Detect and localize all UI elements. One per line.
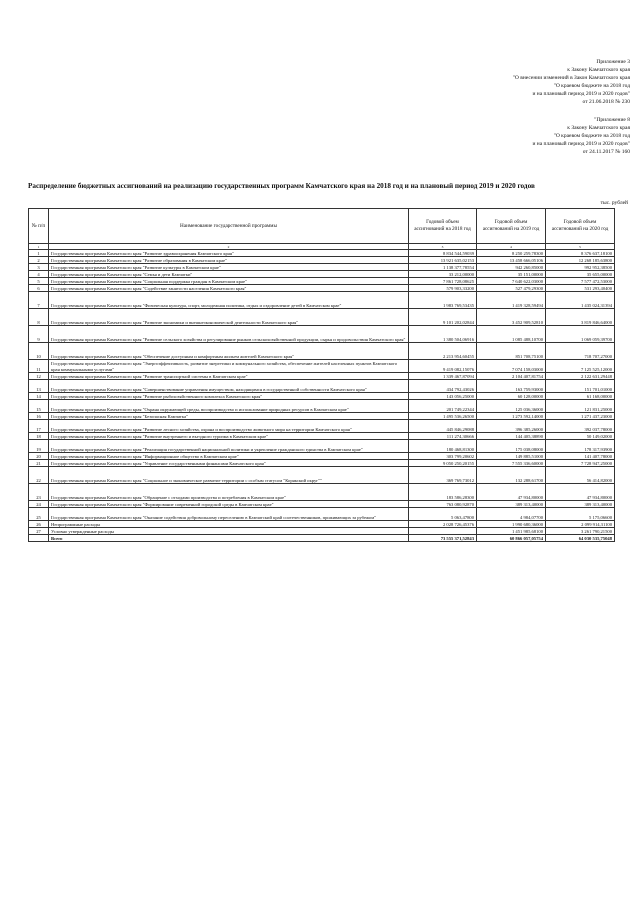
value-2018: 111 274,30666 — [409, 433, 477, 440]
row-number: 2 — [29, 257, 49, 264]
value-2020: 531 293,40400 — [546, 285, 615, 292]
value-2018: 9 419 082,15076 — [409, 360, 477, 373]
value-2018: 2 028 726,45376 — [409, 521, 477, 528]
program-name: Государственная программа Камчатского края "Семья и дети Камчатки" — [49, 271, 409, 278]
row-number: 5 — [29, 278, 49, 285]
program-name: Государственная программа Камчатского края "Охрана окружающей среды, воспроизводство и использование природных ресурсов в Камчатском крае" — [49, 400, 409, 413]
value-2020: 121 831,25000 — [546, 400, 615, 413]
table-row — [29, 373, 615, 380]
program-name: Государственная программа Камчатского края "Энергоэффективность, развитие энергетики и коммунального хозяйства, обеспечение жителей населенных пунктов Камчатского края коммунальными услугами" — [49, 360, 409, 373]
value-2018 — [409, 528, 477, 535]
program-name: Государственная программа Камчатского края "Развитие рыбохозяйственного комплекса Камчатского края" — [49, 393, 409, 400]
program-name: Государственная программа Камчатского края "Оказание содействия добровольному переселению в Камчатский край соотечественников, проживающих за рубежом" — [49, 508, 409, 521]
row-number: 22 — [29, 467, 49, 484]
table-row — [29, 285, 615, 292]
table-row — [29, 393, 615, 400]
value-2018: 1 138 377,78554 — [409, 264, 477, 271]
value-2020: 389 313,40000 — [546, 501, 615, 508]
value-2020: 7 125 525,12000 — [546, 360, 615, 373]
value-2018: 1 495 536,26500 — [409, 413, 477, 420]
value-2019: 4 984,07700 — [477, 508, 546, 521]
program-name: Государственная программа Камчатского края "Развитие культуры в Камчатском крае" — [49, 264, 409, 271]
value-2020: 56 414,82000 — [546, 467, 615, 484]
program-name: Государственная программа Камчатского края "Развитие внутреннего и въездного туризма в Камчатском крае" — [49, 433, 409, 440]
value-2018: 183 586,28300 — [409, 484, 477, 501]
program-name: Государственная программа Камчатского края "Управление государственными финансами Камчатского края" — [49, 460, 409, 467]
value-2019: 7 640 622,03000 — [477, 278, 546, 285]
row-number: 4 — [29, 271, 49, 278]
col-header-2019: Годовой объем ассигнований на 2019 год — [477, 209, 546, 244]
row-number: 26 — [29, 521, 49, 528]
table-row — [29, 292, 615, 309]
total-num-cell — [29, 535, 49, 542]
value-2018: 434 792,43026 — [409, 380, 477, 393]
program-name: Государственная программа Камчатского края "Обеспечение доступным и комфортным жильем жителей Камчатского края" — [49, 343, 409, 360]
value-2020: 8 376 637,18100 — [546, 250, 615, 257]
value-2018: 579 903,33200 — [409, 285, 477, 292]
table-row — [29, 440, 615, 453]
value-2020: 1 435 024,31394 — [546, 292, 615, 309]
program-name: Государственная программа Камчатского края "Социальная поддержка граждан в Камчатском крае" — [49, 278, 409, 285]
row-number: 8 — [29, 309, 49, 326]
row-number: 11 — [29, 360, 49, 373]
appendix-8-line: от 24.11.2017 № 160 — [582, 149, 630, 155]
value-2019: 1 273 592,14000 — [477, 413, 546, 420]
table-row — [29, 484, 615, 501]
value-2020: 35 655,00000 — [546, 271, 615, 278]
value-2018: 1 380 504,06916 — [409, 326, 477, 343]
value-2019: 2 104 407,81754 — [477, 373, 546, 380]
program-name: Государственная программа Камчатского края "Реализация государственной национальной политики и укрепление гражданского единства в Камчатском крае" — [49, 440, 409, 453]
row-number: 10 — [29, 343, 49, 360]
units-label: тыс. рублей — [600, 200, 628, 206]
value-2019: 942 260,85000 — [477, 264, 546, 271]
program-name: Государственная программа Камчатского края "Формирование современной городской среды в Камчатском крае" — [49, 501, 409, 508]
program-name: Государственная программа Камчатского края "Обращение с отходами производства и потребления в Камчатском крае" — [49, 484, 409, 501]
value-2020: 7 577 472,53000 — [546, 278, 615, 285]
column-number: 3 — [409, 244, 477, 250]
row-number: 14 — [29, 393, 49, 400]
program-name: Государственная программа Камчатского края "Информационное общество в Камчатском крае" — [49, 453, 409, 460]
value-2018: 33 212,00000 — [409, 271, 477, 278]
value-2019: 163 759,93000 — [477, 380, 546, 393]
value-2020: 50 149,02000 — [546, 433, 615, 440]
program-name: Условно утвержденные расходы — [49, 528, 409, 535]
table-body — [29, 250, 615, 535]
program-name: Государственная программа Камчатского края "Физическая культура, спорт, молодежная политика, отдых и оздоровление детей в Камчатском крае" — [49, 292, 409, 309]
program-name: Государственная программа Камчатского края "Развитие здравоохранения Камчатского края" — [49, 250, 409, 257]
value-2020: 992 952,38500 — [546, 264, 615, 271]
table-row — [29, 453, 615, 460]
table-header-row — [29, 209, 615, 244]
row-number: 15 — [29, 400, 49, 413]
program-name: Государственная программа Камчатского края "Развитие экономики и внешнеэкономической деятельности Камчатского края" — [49, 309, 409, 326]
value-2019: 47 934,80000 — [477, 484, 546, 501]
appendix-8-line: "О краевом бюджете на 2018 год — [553, 133, 630, 139]
table-row — [29, 360, 615, 373]
budget-table — [28, 208, 615, 542]
row-number: 13 — [29, 380, 49, 393]
table-row — [29, 501, 615, 508]
appendix-8-line: к Закону Камчатского края — [567, 125, 630, 131]
table-row — [29, 420, 615, 433]
value-2019: 7 555 336,60000 — [477, 460, 546, 467]
value-2020: 178 317,93900 — [546, 440, 615, 453]
row-number: 16 — [29, 413, 49, 420]
program-name: Непрограммные расходы — [49, 521, 409, 528]
appendix-3-line: "О внесении изменений в Закон Камчатского края — [512, 75, 630, 81]
appendix-8-line: и на плановый период 2019 и 2020 годов" — [532, 141, 630, 147]
table-row — [29, 343, 615, 360]
row-number: 6 — [29, 285, 49, 292]
value-2018: 143 056,25000 — [409, 393, 477, 400]
program-name: Государственная программа Камчатского края "Развитие транспортной системы в Камчатском крае" — [49, 373, 409, 380]
table-row — [29, 278, 615, 285]
row-number: 3 — [29, 264, 49, 271]
value-2020: 718 707,27000 — [546, 343, 615, 360]
program-name: Государственная программа Камчатского края "Безопасная Камчатка" — [49, 413, 409, 420]
table-row — [29, 528, 615, 535]
table-row — [29, 413, 615, 420]
value-2020: 151 701,01000 — [546, 380, 615, 393]
value-2020: 61 168,00000 — [546, 393, 615, 400]
value-2020: 392 037,78000 — [546, 420, 615, 433]
appendix-3-line: Приложение 3 — [596, 59, 630, 65]
value-2019: 851 708,75100 — [477, 343, 546, 360]
column-number: 5 — [546, 244, 615, 250]
column-number: 2 — [49, 244, 409, 250]
table-row — [29, 250, 615, 257]
col-header-name: Наименование государственной программы — [49, 209, 409, 244]
row-number: 17 — [29, 420, 49, 433]
value-2019: 13 458 666,05106 — [477, 257, 546, 264]
value-2019: 1 085 488,10700 — [477, 326, 546, 343]
value-2019: 3 452 909,52810 — [477, 309, 546, 326]
table-row — [29, 433, 615, 440]
table-row — [29, 508, 615, 521]
row-number: 19 — [29, 440, 49, 453]
value-2018: 2 213 954,60455 — [409, 343, 477, 360]
value-2020: 3 261 790,21500 — [546, 528, 615, 535]
value-2019: 144 405,38890 — [477, 433, 546, 440]
value-2019: 389 313,40000 — [477, 501, 546, 508]
value-2018: 180 468,81300 — [409, 440, 477, 453]
document-title: Распределение бюджетных ассигнований на реализацию государственных программ Камчатского края на 2018 год и на плановый период 2019 и 2020 годов — [28, 182, 535, 190]
row-number: 25 — [29, 508, 49, 521]
appendix-3-line: к Закону Камчатского края — [567, 67, 630, 73]
row-number: 9 — [29, 326, 49, 343]
value-2019: 175 038,08000 — [477, 440, 546, 453]
row-number: 27 — [29, 528, 49, 535]
appendix-3-line: "О краевом бюджете на 2018 год — [553, 83, 630, 89]
program-name: Государственная программа Камчатского края "Развитие образования в Камчатском крае" — [49, 257, 409, 264]
value-2020: 141 407,78000 — [546, 453, 615, 460]
value-2019: 149 885,51000 — [477, 453, 546, 460]
appendix-8-line: "Приложение 8 — [594, 117, 630, 123]
program-name: Государственная программа Камчатского края "Развитие сельского хозяйства и регулирование рынков сельскохозяйственной продукции, сырья и продовольствия Камчатского края" — [49, 326, 409, 343]
value-2020: 47 934,80000 — [546, 484, 615, 501]
value-2018: 5 063,47800 — [409, 508, 477, 521]
appendix-3-header — [370, 58, 630, 106]
total-row — [29, 535, 615, 542]
column-number: 4 — [477, 244, 546, 250]
value-2018: 1 983 769,53435 — [409, 292, 477, 309]
value-2020: 3 819 846,64000 — [546, 309, 615, 326]
value-2019: 125 036,36000 — [477, 400, 546, 413]
col-header-2020: Годовой объем ассигнований на 2020 год — [546, 209, 615, 244]
value-2018: 445 846,29088 — [409, 420, 477, 433]
row-number: 21 — [29, 460, 49, 467]
value-2019: 35 151,00000 — [477, 271, 546, 278]
program-name: Государственная программа Камчатского края "Содействие занятости населения Камчатского края" — [49, 285, 409, 292]
value-2020: 5 175,06600 — [546, 508, 615, 521]
value-2020: 2 099 914,31100 — [546, 521, 615, 528]
value-2019: 132 288,61700 — [477, 467, 546, 484]
value-2018: 8 834 544,59039 — [409, 250, 477, 257]
table-row — [29, 460, 615, 467]
total-label: Всего — [49, 535, 409, 542]
value-2019: 7 074 158,03000 — [477, 360, 546, 373]
row-number: 20 — [29, 453, 49, 460]
table-row — [29, 467, 615, 484]
table-row — [29, 380, 615, 393]
value-2019: 527 479,29300 — [477, 285, 546, 292]
row-number: 12 — [29, 373, 49, 380]
col-header-2018: Годовой объем ассигнований на 2018 год — [409, 209, 477, 244]
value-2019: 60 128,00000 — [477, 393, 546, 400]
value-2020: 12 268 185,63800 — [546, 257, 615, 264]
row-number: 1 — [29, 250, 49, 257]
value-2019: 1 451 985,68100 — [477, 528, 546, 535]
row-number: 23 — [29, 484, 49, 501]
appendix-3-line: и на плановый период 2019 и 2020 годов" — [532, 91, 630, 97]
appendix-3-line: от 21.06.2018 № 230 — [582, 99, 630, 105]
value-2018: 1 339 467,87094 — [409, 373, 477, 380]
col-header-num: № п/п — [29, 209, 49, 244]
value-2018: 9 101 202,02844 — [409, 309, 477, 326]
value-2018: 7 861 728,08625 — [409, 278, 477, 285]
row-number: 18 — [29, 433, 49, 440]
value-2018: 201 749,22344 — [409, 400, 477, 413]
value-2018: 13 921 635,02153 — [409, 257, 477, 264]
row-number: 7 — [29, 292, 49, 309]
table-row — [29, 257, 615, 264]
total-2018: 73 555 371,52843 — [409, 535, 477, 542]
program-name: Государственная программа Камчатского края "Развитие лесного хозяйства, охрана и воспроизводство животного мира на территории Камчатского края" — [49, 420, 409, 433]
value-2019: 1 419 328,59494 — [477, 292, 546, 309]
total-2019: 60 866 057,05754 — [477, 535, 546, 542]
table-row — [29, 400, 615, 413]
table-row — [29, 309, 615, 326]
total-2020: 64 030 535,75048 — [546, 535, 615, 542]
value-2020: 1 069 059,39700 — [546, 326, 615, 343]
program-name: Государственная программа Камчатского края "Совершенствование управления имуществом, находящимся в государственной собственности Камчатского края" — [49, 380, 409, 393]
row-number: 24 — [29, 501, 49, 508]
value-2020: 7 728 947,25000 — [546, 460, 615, 467]
value-2018: 369 769,73012 — [409, 467, 477, 484]
value-2019: 1 990 680,36000 — [477, 521, 546, 528]
value-2018: 303 799,20602 — [409, 453, 477, 460]
value-2018: 9 050 250,20155 — [409, 460, 477, 467]
table-row — [29, 271, 615, 278]
appendix-8-header — [370, 116, 630, 156]
table-row — [29, 264, 615, 271]
table-row — [29, 326, 615, 343]
value-2019: 396 385,26000 — [477, 420, 546, 433]
value-2019: 8 250 259,78300 — [477, 250, 546, 257]
value-2020: 2 122 631,29448 — [546, 373, 615, 380]
table-row — [29, 521, 615, 528]
value-2018: 763 080,92870 — [409, 501, 477, 508]
column-number: 1 — [29, 244, 49, 250]
value-2020: 1 271 437,23000 — [546, 413, 615, 420]
program-name: Государственная программа Камчатского края "Социальное и экономическое развитие территории с особым статусом "Корякский округ"" — [49, 467, 409, 484]
